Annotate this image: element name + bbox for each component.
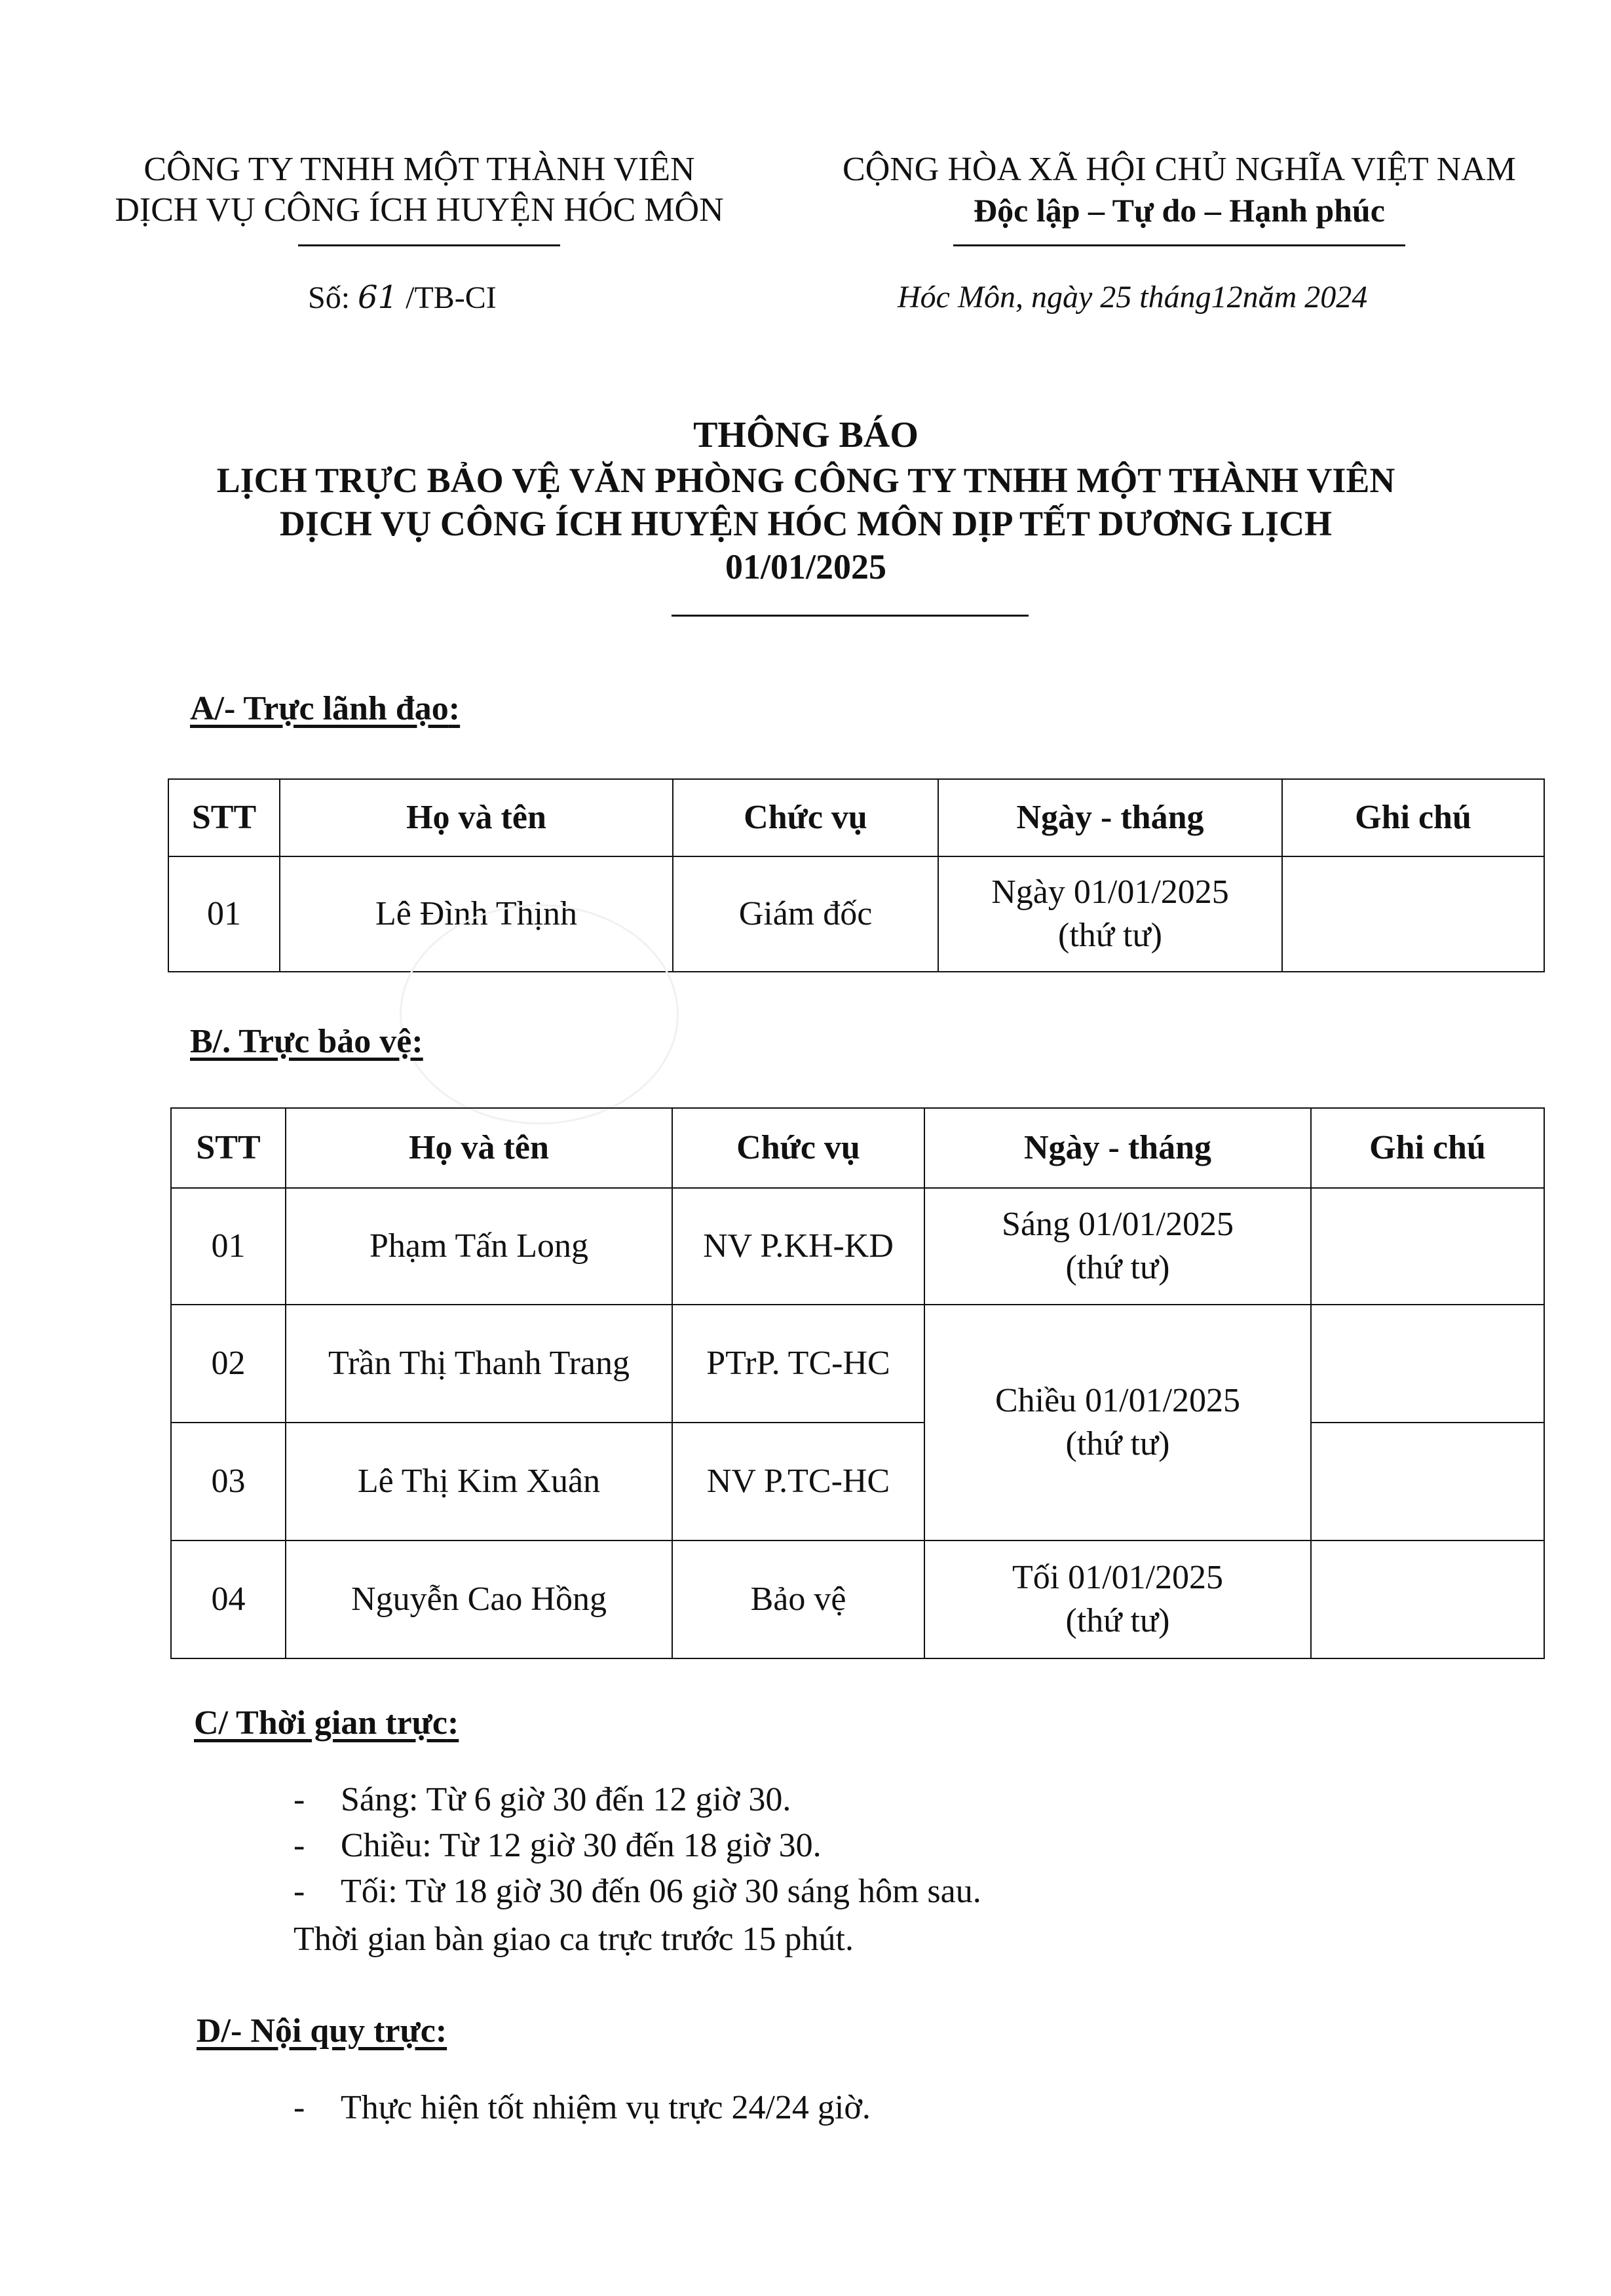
list-item — [294, 1869, 1538, 1915]
security-duty-table — [170, 1107, 1545, 1659]
section-a-heading-text: A/- Trực lãnh đạo — [190, 690, 449, 727]
bullet-dash: - — [294, 1827, 305, 1864]
cell-position: Giám đốc — [673, 856, 938, 972]
list-item-text: Chiều: Từ 12 giờ 30 đến 18 giờ 30. — [341, 1827, 822, 1864]
column-header-note: Ghi chú — [1311, 1108, 1544, 1188]
bullet-dash: - — [294, 2089, 305, 2126]
dateline-month-word: tháng — [1139, 280, 1211, 315]
document-subtitle-line1: LỊCH TRỰC BẢO VỆ VĂN PHÒNG CÔNG TY TNHH MỘT THÀNH VIÊN — [216, 461, 1395, 500]
column-header-position: Chức vụ — [673, 779, 938, 856]
reference-number — [308, 279, 497, 316]
reference-suffix: /TB-CI — [406, 280, 497, 315]
cell-note — [1282, 856, 1544, 972]
section-d-heading-text: D/- Nội quy trực: — [197, 2012, 447, 2050]
table-row — [171, 1423, 1544, 1540]
document-subtitle-line2: DỊCH VỤ CÔNG ÍCH HUYỆN HÓC MÔN DỊP TẾT DƯƠNG LỊCH — [279, 504, 1333, 543]
section-b-heading — [190, 1022, 423, 1061]
table-row — [171, 1305, 1544, 1423]
duty-hours-list — [294, 1777, 1538, 1915]
cell-date-line2: (thứ tư) — [1058, 917, 1162, 954]
cell-date-line1: Chiều 01/01/2025 — [995, 1382, 1241, 1419]
bullet-dash: - — [294, 1873, 305, 1910]
cell-date-line1: Sáng 01/01/2025 — [1002, 1206, 1234, 1243]
table-row — [171, 1540, 1544, 1658]
handover-note: Thời gian bàn giao ca trực trước 15 phút. — [294, 1921, 854, 1958]
bullet-dash: - — [294, 1781, 305, 1818]
column-header-stt: STT — [168, 779, 280, 856]
section-d-heading — [197, 2012, 447, 2050]
column-header-note: Ghi chú — [1282, 779, 1544, 856]
reference-prefix: Số: — [308, 280, 351, 315]
document-subtitle-line3: 01/01/2025 — [725, 547, 886, 586]
cell-position: Bảo vệ — [672, 1540, 924, 1658]
section-a-heading-colon: : — [448, 690, 461, 727]
dateline — [898, 279, 1367, 315]
national-header — [780, 149, 1579, 231]
cell-date-line1: Ngày 01/01/2025 — [991, 873, 1229, 911]
column-header-stt: STT — [171, 1108, 286, 1188]
list-item-text: Sáng: Từ 6 giờ 30 đến 12 giờ 30. — [341, 1781, 791, 1818]
cell-stt: 01 — [171, 1188, 286, 1305]
duty-rules-list — [294, 2085, 1538, 2131]
dateline-place: Hóc Môn, ngày — [898, 280, 1093, 315]
document-title-block — [131, 411, 1481, 588]
cell-note — [1311, 1540, 1544, 1658]
list-item — [294, 1777, 1538, 1823]
organization-rule — [298, 244, 560, 246]
cell-date-line1: Tối 01/01/2025 — [1012, 1559, 1224, 1596]
organization-name-line2: DỊCH VỤ CÔNG ÍCH HUYỆN HÓC MÔN — [115, 191, 724, 229]
cell-note — [1311, 1188, 1544, 1305]
table-header-row — [168, 779, 1544, 856]
cell-date-merged — [924, 1305, 1311, 1540]
cell-date — [938, 856, 1282, 972]
cell-stt: 03 — [171, 1423, 286, 1540]
column-header-name: Họ và tên — [280, 779, 673, 856]
cell-date-line2: (thứ tư) — [1065, 1249, 1170, 1286]
document-title: THÔNG BÁO — [693, 415, 919, 455]
cell-position: NV P.TC-HC — [672, 1423, 924, 1540]
cell-date-line2: (thứ tư) — [1065, 1602, 1170, 1639]
dateline-day: 25 — [1100, 280, 1132, 315]
section-c-heading-text: C/ Thời gian trực — [194, 1704, 447, 1742]
list-item — [294, 2085, 1538, 2131]
organization-header — [66, 149, 773, 231]
column-header-position: Chức vụ — [672, 1108, 924, 1188]
nation-motto: Độc lập – Tự do – Hạnh phúc — [974, 192, 1385, 229]
cell-name: Trần Thị Thanh Trang — [286, 1305, 672, 1423]
cell-date — [924, 1188, 1311, 1305]
cell-position: PTrP. TC-HC — [672, 1305, 924, 1423]
leadership-duty-table — [168, 778, 1545, 972]
cell-name: Nguyễn Cao Hồng — [286, 1540, 672, 1658]
cell-name: Lê Đình Thịnh — [280, 856, 673, 972]
list-item-text: Tối: Từ 18 giờ 30 đến 06 giờ 30 sáng hôm sau. — [341, 1873, 981, 1910]
cell-date-line2: (thứ tư) — [1065, 1425, 1170, 1463]
cell-name: Phạm Tấn Long — [286, 1188, 672, 1305]
cell-note — [1311, 1305, 1544, 1423]
cell-stt: 02 — [171, 1305, 286, 1423]
motto-rule — [953, 244, 1405, 246]
cell-stt: 01 — [168, 856, 280, 972]
section-c-heading-colon: : — [447, 1704, 459, 1742]
section-b-heading-text: B/. Trực bảo vệ: — [190, 1023, 423, 1060]
dateline-month: 12 — [1211, 280, 1243, 315]
reference-number-value: 61 — [358, 279, 398, 316]
cell-position: NV P.KH-KD — [672, 1188, 924, 1305]
cell-date — [924, 1540, 1311, 1658]
column-header-name: Họ và tên — [286, 1108, 672, 1188]
faint-stamp-mark — [400, 904, 679, 1124]
table-header-row — [171, 1108, 1544, 1188]
table-row — [171, 1188, 1544, 1305]
section-a-heading — [190, 689, 460, 728]
cell-note — [1311, 1423, 1544, 1540]
column-header-date: Ngày - tháng — [924, 1108, 1311, 1188]
cell-stt: 04 — [171, 1540, 286, 1658]
cell-name: Lê Thị Kim Xuân — [286, 1423, 672, 1540]
list-item — [294, 1823, 1538, 1869]
table-row — [168, 856, 1544, 972]
list-item-text: Thực hiện tốt nhiệm vụ trực 24/24 giờ. — [341, 2089, 871, 2126]
section-c-heading — [194, 1704, 459, 1742]
column-header-date: Ngày - tháng — [938, 779, 1282, 856]
organization-name-line1: CÔNG TY TNHH MỘT THÀNH VIÊN — [143, 151, 695, 188]
nation-name: CỘNG HÒA XÃ HỘI CHỦ NGHĨA VIỆT NAM — [843, 151, 1516, 188]
dateline-year: năm 2024 — [1242, 280, 1368, 315]
title-rule — [672, 615, 1029, 617]
